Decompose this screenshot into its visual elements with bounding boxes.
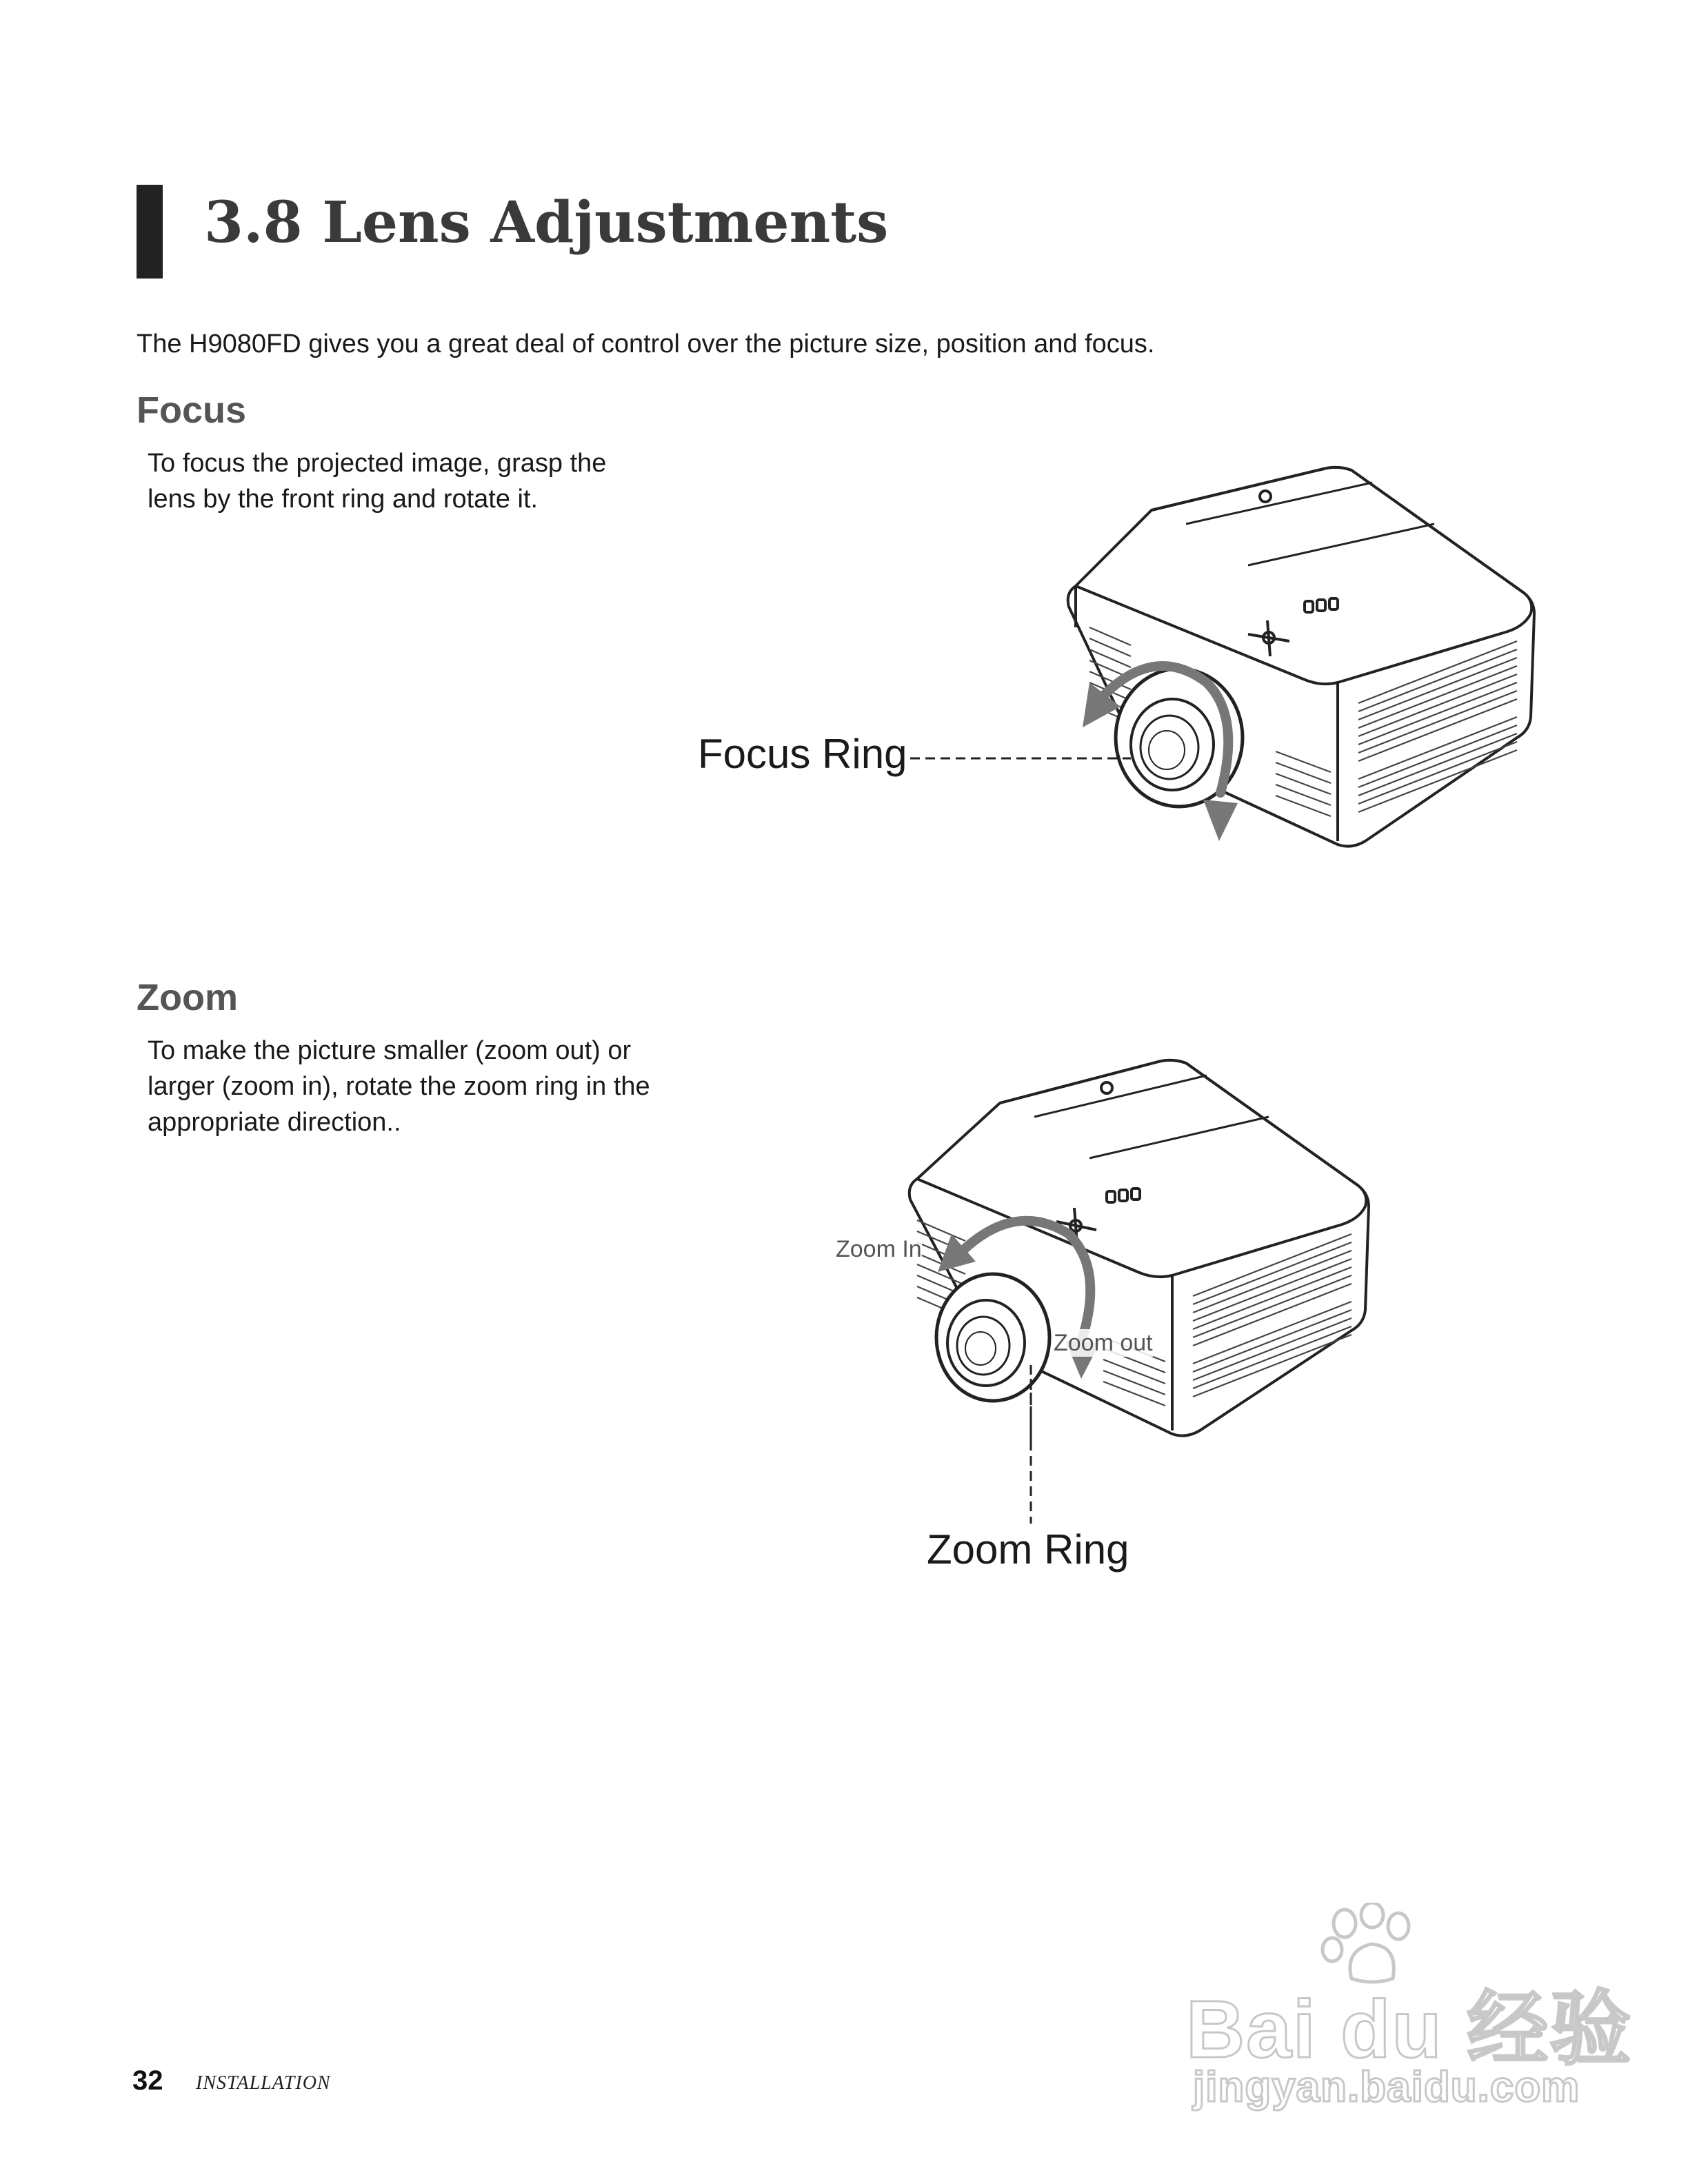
projector-focus-illustration	[1048, 455, 1545, 855]
focus-heading: Focus	[137, 390, 247, 431]
zoom-out-label: Zoom out	[1054, 1330, 1153, 1356]
heading-accent-bar	[137, 185, 163, 279]
page-title: 3.8 Lens Adjustments	[204, 190, 889, 256]
projector-zoom-illustration	[896, 1048, 1379, 1448]
watermark-url: jingyan.baidu.com	[1193, 2063, 1580, 2111]
footer-section-name: INSTALLATION	[196, 2072, 331, 2094]
focus-ring-callout: Focus Ring	[698, 731, 907, 777]
intro-paragraph: The H9080FD gives you a great deal of control over the picture size, position and focus.	[137, 330, 1155, 358]
page-number: 32	[132, 2065, 163, 2096]
focus-ring-leader-line	[910, 751, 1131, 765]
watermark-brand: Bai du 经验	[1186, 1984, 1633, 2075]
zoom-ring-callout: Zoom Ring	[927, 1526, 1129, 1573]
zoom-heading: Zoom	[137, 977, 238, 1018]
zoom-in-label: Zoom In	[836, 1236, 922, 1262]
baidu-watermark	[1186, 1903, 1633, 2116]
zoom-instructions: To make the picture smaller (zoom out) or larger (zoom in), rotate the zoom ring in the appropriate direction..	[148, 1036, 650, 1137]
zoom-ring-leader-line	[1027, 1365, 1034, 1524]
focus-instructions: To focus the projected image, grasp the lens by the front ring and rotate it.	[148, 449, 607, 514]
